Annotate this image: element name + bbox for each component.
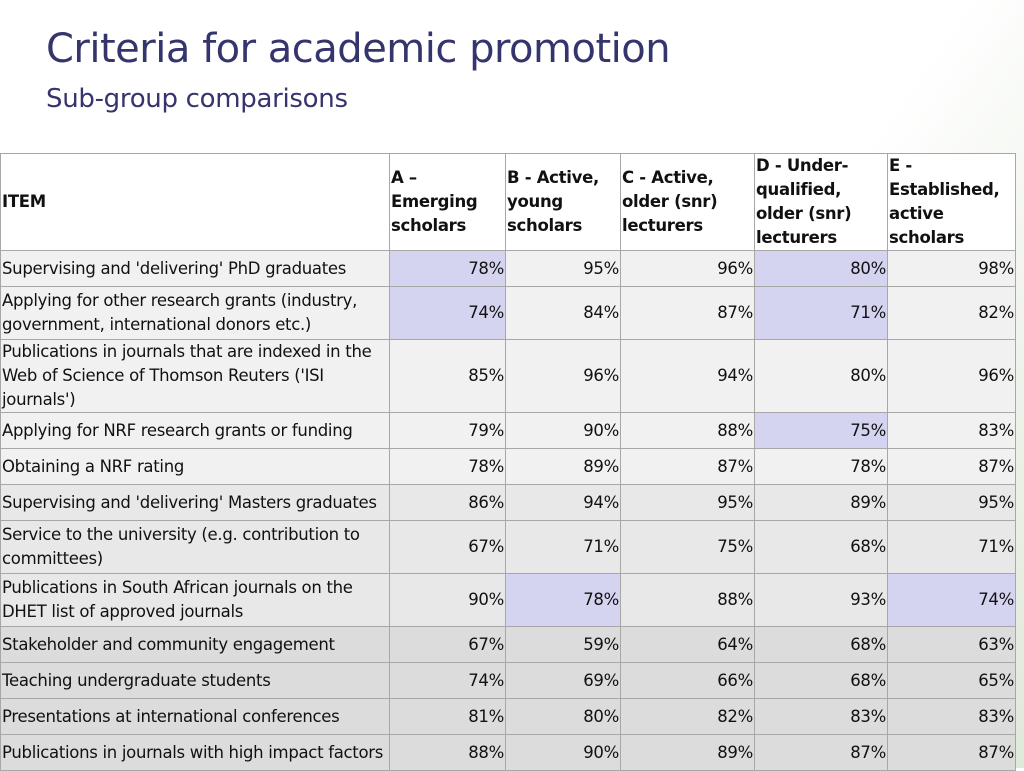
value-c: 64% <box>621 627 755 663</box>
value-b: 94% <box>506 485 621 521</box>
table-row <box>1 699 1016 735</box>
value-c: 87% <box>621 287 755 340</box>
row-item-label: Obtaining a NRF rating <box>1 449 390 485</box>
value-d: 80% <box>755 340 888 413</box>
value-e: 83% <box>888 699 1016 735</box>
table-row <box>1 251 1016 287</box>
value-e: 87% <box>888 735 1016 771</box>
value-a: 67% <box>390 627 506 663</box>
value-c: 94% <box>621 340 755 413</box>
value-a: 78% <box>390 449 506 485</box>
value-e: 96% <box>888 340 1016 413</box>
header-item: ITEM <box>1 154 390 251</box>
value-b: 69% <box>506 663 621 699</box>
value-b: 89% <box>506 449 621 485</box>
value-c: 75% <box>621 521 755 574</box>
value-b: 96% <box>506 340 621 413</box>
table-row <box>1 485 1016 521</box>
value-e: 74% <box>888 574 1016 627</box>
value-d: 68% <box>755 663 888 699</box>
value-e: 63% <box>888 627 1016 663</box>
value-a: 78% <box>390 251 506 287</box>
value-c: 88% <box>621 413 755 449</box>
value-b: 78% <box>506 574 621 627</box>
value-b: 95% <box>506 251 621 287</box>
value-e: 95% <box>888 485 1016 521</box>
value-a: 74% <box>390 287 506 340</box>
value-e: 87% <box>888 449 1016 485</box>
row-item-label: Supervising and 'delivering' PhD graduates <box>1 251 390 287</box>
value-c: 95% <box>621 485 755 521</box>
header-group-c: C - Active, older (snr) lecturers <box>621 154 755 251</box>
header-group-a: A – Emerging scholars <box>390 154 506 251</box>
table-row <box>1 521 1016 574</box>
value-d: 83% <box>755 699 888 735</box>
value-b: 90% <box>506 413 621 449</box>
row-item-label: Publications in journals that are indexed in the Web of Science of Thomson Reuters ('ISI journals') <box>1 340 390 413</box>
slide-title: Criteria for academic promotion <box>46 26 671 72</box>
header-group-e: E - Established, active scholars <box>888 154 1016 251</box>
table-row <box>1 449 1016 485</box>
table-header-row <box>1 154 1016 251</box>
value-a: 79% <box>390 413 506 449</box>
value-d: 75% <box>755 413 888 449</box>
value-b: 80% <box>506 699 621 735</box>
table-row <box>1 735 1016 771</box>
table-row <box>1 340 1016 413</box>
value-c: 96% <box>621 251 755 287</box>
value-d: 68% <box>755 627 888 663</box>
value-a: 85% <box>390 340 506 413</box>
header-group-d: D - Under-qualified, older (snr) lecturers <box>755 154 888 251</box>
value-a: 67% <box>390 521 506 574</box>
header-group-b: B - Active, young scholars <box>506 154 621 251</box>
value-a: 81% <box>390 699 506 735</box>
table-row <box>1 287 1016 340</box>
value-e: 82% <box>888 287 1016 340</box>
slide-subtitle: Sub-group comparisons <box>46 84 348 114</box>
row-item-label: Applying for other research grants (industry, government, international donors etc.) <box>1 287 390 340</box>
row-item-label: Teaching undergraduate students <box>1 663 390 699</box>
value-a: 74% <box>390 663 506 699</box>
value-c: 66% <box>621 663 755 699</box>
value-e: 98% <box>888 251 1016 287</box>
value-d: 78% <box>755 449 888 485</box>
value-e: 65% <box>888 663 1016 699</box>
row-item-label: Publications in South African journals on the DHET list of approved journals <box>1 574 390 627</box>
row-item-label: Applying for NRF research grants or funding <box>1 413 390 449</box>
value-b: 59% <box>506 627 621 663</box>
table-row <box>1 574 1016 627</box>
value-c: 89% <box>621 735 755 771</box>
value-a: 86% <box>390 485 506 521</box>
criteria-table <box>0 153 1016 771</box>
table-row <box>1 413 1016 449</box>
row-item-label: Service to the university (e.g. contribution to committees) <box>1 521 390 574</box>
value-c: 88% <box>621 574 755 627</box>
value-d: 71% <box>755 287 888 340</box>
value-b: 90% <box>506 735 621 771</box>
value-b: 71% <box>506 521 621 574</box>
value-b: 84% <box>506 287 621 340</box>
value-a: 88% <box>390 735 506 771</box>
row-item-label: Supervising and 'delivering' Masters graduates <box>1 485 390 521</box>
value-c: 87% <box>621 449 755 485</box>
value-d: 68% <box>755 521 888 574</box>
value-c: 82% <box>621 699 755 735</box>
value-a: 90% <box>390 574 506 627</box>
table-row <box>1 627 1016 663</box>
value-d: 93% <box>755 574 888 627</box>
value-d: 80% <box>755 251 888 287</box>
value-d: 89% <box>755 485 888 521</box>
value-d: 87% <box>755 735 888 771</box>
row-item-label: Publications in journals with high impact factors <box>1 735 390 771</box>
row-item-label: Presentations at international conferences <box>1 699 390 735</box>
value-e: 71% <box>888 521 1016 574</box>
table-row <box>1 663 1016 699</box>
row-item-label: Stakeholder and community engagement <box>1 627 390 663</box>
value-e: 83% <box>888 413 1016 449</box>
